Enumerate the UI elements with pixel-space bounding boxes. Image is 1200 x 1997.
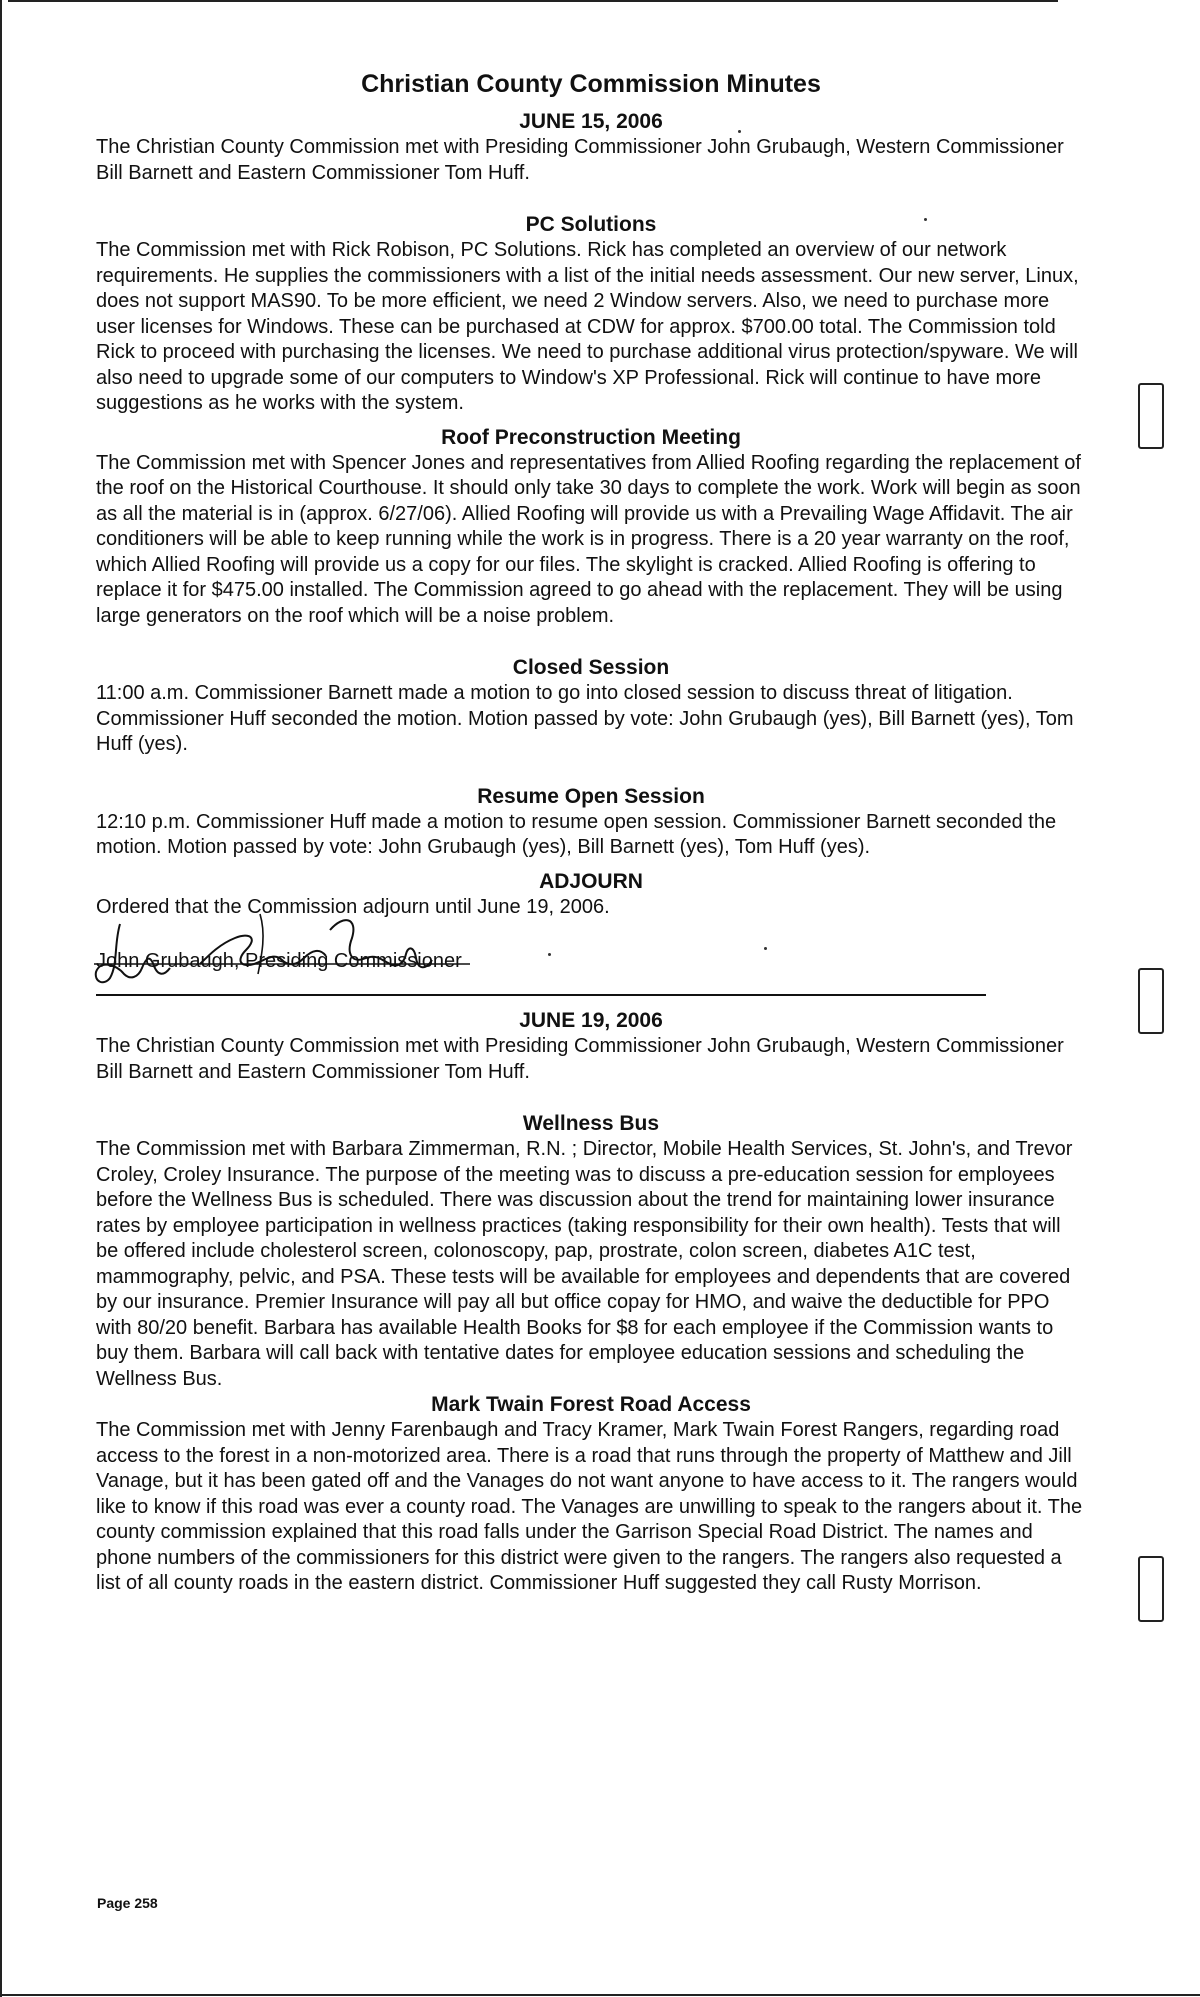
section-mark-twain-forest bbox=[96, 1392, 1086, 1597]
section-closed-session bbox=[96, 655, 1086, 758]
meeting-june-19 bbox=[96, 1008, 1086, 1597]
binder-tab bbox=[1138, 968, 1164, 1034]
minutes-content bbox=[96, 70, 1086, 1597]
signature-name: John Grubaugh, Presiding Commissioner bbox=[96, 950, 462, 972]
meeting-june-15 bbox=[96, 109, 1086, 996]
section-heading: Resume Open Session bbox=[477, 784, 705, 808]
section-roof-preconstruction bbox=[96, 425, 1086, 630]
page-frame-left bbox=[0, 0, 2, 1997]
section-heading: Wellness Bus bbox=[522, 1112, 660, 1135]
binder-tab bbox=[1138, 1556, 1164, 1622]
attendance-paragraph: The Christian County Commission met with Presiding Commissioner John Grubaugh, Western Commissioner Bill Barnett and Eastern Commissioner Tom Huff. bbox=[96, 1035, 1064, 1083]
section-body: 11:00 a.m. Commissioner Barnett made a motion to go into closed session to discuss threat of litigation. Commissioner Huff seconded the motion. Motion passed by vote: John Grubaugh (yes), Bill Barnett (yes), Tom Huff (yes). bbox=[96, 682, 1074, 755]
handwritten-signature bbox=[90, 894, 470, 990]
signature-block bbox=[96, 920, 1086, 990]
meeting-date: JUNE 19, 2006 bbox=[519, 1009, 663, 1032]
section-heading: ADJOURN bbox=[539, 869, 643, 893]
meeting-date: JUNE 15, 2006 bbox=[519, 110, 663, 133]
page-number: Page 258 bbox=[97, 1895, 158, 1911]
section-body: Ordered that the Commission adjourn until June 19, 2006. bbox=[96, 895, 610, 918]
attendance-paragraph: The Christian County Commission met with Presiding Commissioner John Grubaugh, Western Commissioner Bill Barnett and Eastern Commissioner Tom Huff. bbox=[96, 136, 1064, 184]
section-heading: PC Solutions bbox=[525, 213, 657, 236]
section-resume-open-session bbox=[96, 784, 1086, 861]
section-body: The Commission met with Rick Robison, PC Solutions. Rick has completed an overview of our network requirements. He supplies the commissioners with a list of the initial needs assessment. Our new server, Linux, does not support MAS90. To be more efficient, we need 2 Window servers. Also, we need to purchase more user licenses for Windows. These can be purchased at CDW for approx. $700.00 total. The Commission told Rick to proceed with purchasing the licenses. We need to purchase additional virus protection/spyware. We will also need to upgrade some of our computers to Window's XP Professional. Rick will continue to have more suggestions as he works with the system. bbox=[96, 239, 1079, 414]
section-pc-solutions bbox=[96, 212, 1086, 417]
section-heading: Roof Preconstruction Meeting bbox=[441, 425, 741, 449]
section-divider bbox=[96, 994, 986, 996]
section-body: The Commission met with Barbara Zimmerman, R.N. ; Director, Mobile Health Services, St. John's, and Trevor Croley, Croley Insurance. The purpose of the meeting was to discuss a pre-education session for employees before the Wellness Bus is scheduled. There was discussion about the trend for maintaining lower insurance rates by employee participation in wellness practices (taking responsibility for their own health). Tests that will be offered include cholesterol screen, colonoscopy, pap, prostrate, colon screen, diabetes A1C test, mammography, pelvic, and PSA. These tests will be available for employees and dependents that are covered by our insurance. Premier Insurance will pay all but office copay for HMO, and waive the deductible for PPO with 80/20 benefit. Barbara has available Health Books for $8 for each employee if the Commission wants to buy them. Barbara will call back with tentative dates for employee education sessions and scheduling the Wellness Bus. bbox=[96, 1138, 1073, 1390]
section-heading: Closed Session bbox=[512, 656, 670, 679]
page-frame-bottom bbox=[0, 1994, 1200, 1996]
section-wellness-bus bbox=[96, 1111, 1086, 1392]
section-body: 12:10 p.m. Commissioner Huff made a motion to resume open session. Commissioner Barnett seconded the motion. Motion passed by vote: John Grubaugh (yes), Bill Barnett (yes), Tom Huff (yes). bbox=[96, 810, 1057, 858]
document-title: Christian County Commission Minutes bbox=[361, 70, 821, 98]
section-body: The Commission met with Spencer Jones and representatives from Allied Roofing regarding the replacement of the roof on the Historical Courthouse. It should only take 30 days to complete the work. Work will begin as soon as all the material is in (approx. 6/27/06). Allied Roofing will provide us with a Prevailing Wage Affidavit. The air conditioners will be able to keep running while the work is in progress. There is a 20 year warranty on the roof, which Allied Roofing will provide us a copy for our files. The skylight is cracked. Allied Roofing is offering to replace it for $475.00 installed. The Commission agreed to go ahead with the replacement. They will be using large generators on the roof which will be a noise problem. bbox=[96, 451, 1081, 627]
section-heading: Mark Twain Forest Road Access bbox=[431, 1393, 751, 1416]
section-body: The Commission met with Jenny Farenbaugh and Tracy Kramer, Mark Twain Forest Rangers, regarding road access to the forest in a non-motorized area. There is a road that runs through the property of Matthew and Jill Vanage, but it has been gated off and the Vanages do not want anyone to have access to it. The rangers would like to know if this road was ever a county road. The Vanages are unwilling to speak to the rangers about it. The county commission explained that this road falls under the Garrison Special Road District. The names and phone numbers of the commissioners for this district were given to the rangers. The rangers also requested a list of all county roads in the eastern district. Commissioner Huff suggested they call Rusty Morrison. bbox=[96, 1419, 1083, 1594]
binder-tab bbox=[1138, 383, 1164, 449]
page-frame-top bbox=[8, 0, 1058, 2]
